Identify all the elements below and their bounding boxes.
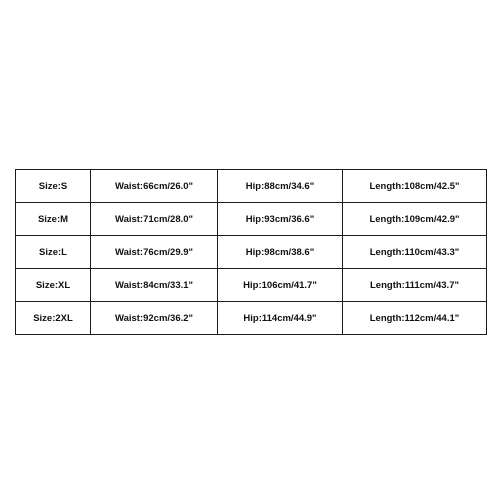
size-cell: Size:M (16, 203, 91, 236)
waist-cell: Waist:71cm/28.0" (91, 203, 218, 236)
size-cell: Size:2XL (16, 302, 91, 335)
waist-cell: Waist:92cm/36.2" (91, 302, 218, 335)
waist-cell: Waist:66cm/26.0" (91, 170, 218, 203)
hip-cell: Hip:93cm/36.6" (218, 203, 343, 236)
hip-cell: Hip:114cm/44.9" (218, 302, 343, 335)
table-row (16, 170, 487, 203)
table-row (16, 269, 487, 302)
length-cell: Length:111cm/43.7" (343, 269, 487, 302)
waist-cell: Waist:76cm/29.9" (91, 236, 218, 269)
table-row (16, 302, 487, 335)
length-cell: Length:112cm/44.1" (343, 302, 487, 335)
table-row (16, 236, 487, 269)
length-cell: Length:108cm/42.5" (343, 170, 487, 203)
size-cell: Size:L (16, 236, 91, 269)
size-cell: Size:XL (16, 269, 91, 302)
hip-cell: Hip:98cm/38.6" (218, 236, 343, 269)
length-cell: Length:109cm/42.9" (343, 203, 487, 236)
size-chart-table (15, 169, 487, 335)
table-row (16, 203, 487, 236)
size-cell: Size:S (16, 170, 91, 203)
hip-cell: Hip:106cm/41.7" (218, 269, 343, 302)
hip-cell: Hip:88cm/34.6" (218, 170, 343, 203)
length-cell: Length:110cm/43.3" (343, 236, 487, 269)
waist-cell: Waist:84cm/33.1" (91, 269, 218, 302)
